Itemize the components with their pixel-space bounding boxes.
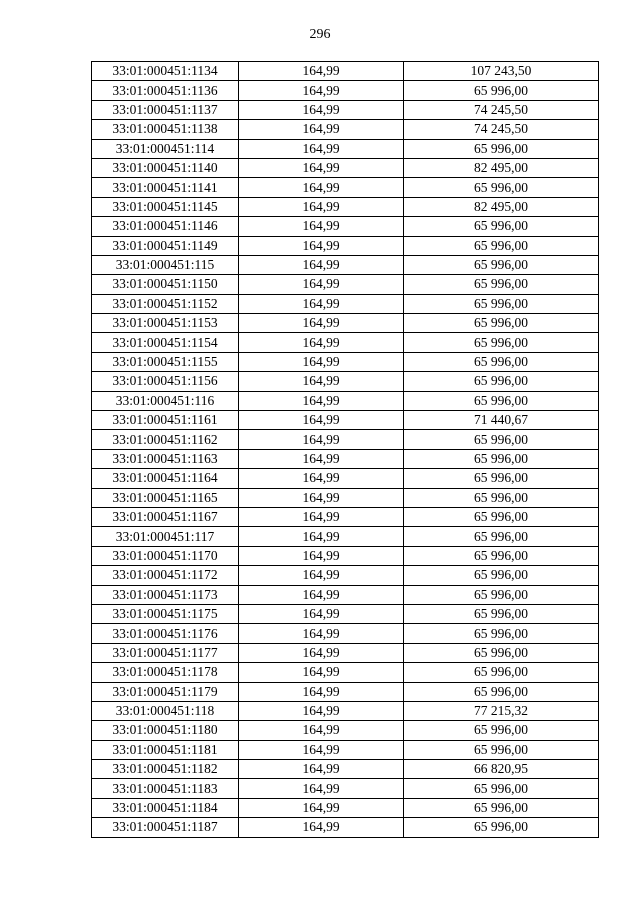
cadastral-number-cell: 33:01:000451:1150 <box>92 275 239 294</box>
table-row <box>92 507 599 526</box>
table-row <box>92 391 599 410</box>
table-row <box>92 197 599 216</box>
table-row <box>92 566 599 585</box>
cadastral-number-cell: 33:01:000451:1145 <box>92 197 239 216</box>
cadastral-number-cell: 33:01:000451:1179 <box>92 682 239 701</box>
table-row <box>92 62 599 81</box>
table-row <box>92 779 599 798</box>
cadastral-number-cell: 33:01:000451:1152 <box>92 294 239 313</box>
area-cell: 164,99 <box>239 818 404 837</box>
area-cell: 164,99 <box>239 275 404 294</box>
cadastral-number-cell: 33:01:000451:1181 <box>92 740 239 759</box>
cadastral-number-cell: 33:01:000451:1154 <box>92 333 239 352</box>
area-cell: 164,99 <box>239 372 404 391</box>
value-cell: 65 996,00 <box>404 604 599 623</box>
cadastral-number-cell: 33:01:000451:1138 <box>92 120 239 139</box>
area-cell: 164,99 <box>239 391 404 410</box>
cadastral-number-cell: 33:01:000451:1134 <box>92 62 239 81</box>
cadastral-number-cell: 33:01:000451:1172 <box>92 566 239 585</box>
value-cell: 65 996,00 <box>404 139 599 158</box>
area-cell: 164,99 <box>239 624 404 643</box>
value-cell: 65 996,00 <box>404 721 599 740</box>
value-cell: 74 245,50 <box>404 120 599 139</box>
value-cell: 65 996,00 <box>404 430 599 449</box>
area-cell: 164,99 <box>239 333 404 352</box>
cadastral-number-cell: 33:01:000451:116 <box>92 391 239 410</box>
area-cell: 164,99 <box>239 120 404 139</box>
area-cell: 164,99 <box>239 721 404 740</box>
value-cell: 65 996,00 <box>404 81 599 100</box>
area-cell: 164,99 <box>239 701 404 720</box>
value-cell: 65 996,00 <box>404 236 599 255</box>
value-cell: 65 996,00 <box>404 372 599 391</box>
area-cell: 164,99 <box>239 197 404 216</box>
value-cell: 65 996,00 <box>404 333 599 352</box>
value-cell: 74 245,50 <box>404 100 599 119</box>
area-cell: 164,99 <box>239 352 404 371</box>
cadastral-number-cell: 33:01:000451:1170 <box>92 546 239 565</box>
value-cell: 65 996,00 <box>404 469 599 488</box>
value-cell: 65 996,00 <box>404 217 599 236</box>
area-cell: 164,99 <box>239 100 404 119</box>
table-row <box>92 624 599 643</box>
area-cell: 164,99 <box>239 430 404 449</box>
area-cell: 164,99 <box>239 158 404 177</box>
value-cell: 65 996,00 <box>404 391 599 410</box>
table-row <box>92 798 599 817</box>
table-row <box>92 701 599 720</box>
cadastral-number-cell: 33:01:000451:1153 <box>92 314 239 333</box>
value-cell: 65 996,00 <box>404 527 599 546</box>
value-cell: 65 996,00 <box>404 566 599 585</box>
table-row <box>92 100 599 119</box>
area-cell: 164,99 <box>239 449 404 468</box>
value-cell: 65 996,00 <box>404 255 599 274</box>
table-row <box>92 760 599 779</box>
cadastral-number-cell: 33:01:000451:1140 <box>92 158 239 177</box>
value-cell: 65 996,00 <box>404 624 599 643</box>
cadastral-number-cell: 33:01:000451:1178 <box>92 663 239 682</box>
area-cell: 164,99 <box>239 411 404 430</box>
table-row <box>92 372 599 391</box>
table-row <box>92 314 599 333</box>
table-body <box>92 62 599 838</box>
area-cell: 164,99 <box>239 798 404 817</box>
value-cell: 65 996,00 <box>404 663 599 682</box>
table-row <box>92 546 599 565</box>
value-cell: 107 243,50 <box>404 62 599 81</box>
cadastral-number-cell: 33:01:000451:115 <box>92 255 239 274</box>
table-row <box>92 236 599 255</box>
area-cell: 164,99 <box>239 779 404 798</box>
value-cell: 66 820,95 <box>404 760 599 779</box>
table-row <box>92 120 599 139</box>
table-row <box>92 527 599 546</box>
value-cell: 71 440,67 <box>404 411 599 430</box>
page-number: 296 <box>309 27 331 42</box>
cadastral-number-cell: 33:01:000451:117 <box>92 527 239 546</box>
table-row <box>92 469 599 488</box>
table-row <box>92 643 599 662</box>
area-cell: 164,99 <box>239 604 404 623</box>
cadastral-number-cell: 33:01:000451:1173 <box>92 585 239 604</box>
value-cell: 82 495,00 <box>404 197 599 216</box>
table-row <box>92 430 599 449</box>
value-cell: 65 996,00 <box>404 275 599 294</box>
table-row <box>92 818 599 837</box>
cadastral-number-cell: 33:01:000451:1163 <box>92 449 239 468</box>
area-cell: 164,99 <box>239 643 404 662</box>
cadastral-number-cell: 33:01:000451:1146 <box>92 217 239 236</box>
cadastral-number-cell: 33:01:000451:1162 <box>92 430 239 449</box>
area-cell: 164,99 <box>239 527 404 546</box>
area-cell: 164,99 <box>239 663 404 682</box>
table-row <box>92 740 599 759</box>
cadastral-number-cell: 33:01:000451:1175 <box>92 604 239 623</box>
area-cell: 164,99 <box>239 507 404 526</box>
value-cell: 82 495,00 <box>404 158 599 177</box>
table-row <box>92 178 599 197</box>
area-cell: 164,99 <box>239 81 404 100</box>
cadastral-number-cell: 33:01:000451:1183 <box>92 779 239 798</box>
value-cell: 65 996,00 <box>404 682 599 701</box>
value-cell: 65 996,00 <box>404 352 599 371</box>
area-cell: 164,99 <box>239 236 404 255</box>
cadastral-number-cell: 33:01:000451:1177 <box>92 643 239 662</box>
value-cell: 65 996,00 <box>404 178 599 197</box>
table-row <box>92 158 599 177</box>
cadastral-number-cell: 33:01:000451:1187 <box>92 818 239 837</box>
value-cell: 65 996,00 <box>404 294 599 313</box>
area-cell: 164,99 <box>239 682 404 701</box>
area-cell: 164,99 <box>239 546 404 565</box>
area-cell: 164,99 <box>239 488 404 507</box>
cadastral-number-cell: 33:01:000451:1182 <box>92 760 239 779</box>
area-cell: 164,99 <box>239 62 404 81</box>
area-cell: 164,99 <box>239 566 404 585</box>
value-cell: 65 996,00 <box>404 449 599 468</box>
table-row <box>92 81 599 100</box>
cadastral-number-cell: 33:01:000451:1165 <box>92 488 239 507</box>
table-row <box>92 449 599 468</box>
cadastral-number-cell: 33:01:000451:118 <box>92 701 239 720</box>
cadastral-number-cell: 33:01:000451:1167 <box>92 507 239 526</box>
area-cell: 164,99 <box>239 294 404 313</box>
value-cell: 77 215,32 <box>404 701 599 720</box>
table-row <box>92 488 599 507</box>
value-cell: 65 996,00 <box>404 488 599 507</box>
value-cell: 65 996,00 <box>404 779 599 798</box>
cadastral-number-cell: 33:01:000451:1137 <box>92 100 239 119</box>
value-cell: 65 996,00 <box>404 798 599 817</box>
cadastral-number-cell: 33:01:000451:114 <box>92 139 239 158</box>
table-row <box>92 682 599 701</box>
table-row <box>92 352 599 371</box>
cadastral-number-cell: 33:01:000451:1161 <box>92 411 239 430</box>
area-cell: 164,99 <box>239 178 404 197</box>
cadastral-number-cell: 33:01:000451:1184 <box>92 798 239 817</box>
area-cell: 164,99 <box>239 139 404 158</box>
cadastral-number-cell: 33:01:000451:1141 <box>92 178 239 197</box>
value-cell: 65 996,00 <box>404 507 599 526</box>
table-row <box>92 411 599 430</box>
cadastral-number-cell: 33:01:000451:1136 <box>92 81 239 100</box>
table-row <box>92 585 599 604</box>
value-cell: 65 996,00 <box>404 585 599 604</box>
table-row <box>92 275 599 294</box>
area-cell: 164,99 <box>239 255 404 274</box>
table-row <box>92 663 599 682</box>
cadastral-number-cell: 33:01:000451:1149 <box>92 236 239 255</box>
cadastral-number-cell: 33:01:000451:1164 <box>92 469 239 488</box>
cadastral-number-cell: 33:01:000451:1156 <box>92 372 239 391</box>
table-row <box>92 294 599 313</box>
area-cell: 164,99 <box>239 217 404 236</box>
value-cell: 65 996,00 <box>404 818 599 837</box>
table-row <box>92 333 599 352</box>
area-cell: 164,99 <box>239 760 404 779</box>
value-cell: 65 996,00 <box>404 546 599 565</box>
cadastral-table <box>91 61 599 838</box>
table-row <box>92 604 599 623</box>
area-cell: 164,99 <box>239 469 404 488</box>
area-cell: 164,99 <box>239 585 404 604</box>
table-row <box>92 721 599 740</box>
value-cell: 65 996,00 <box>404 740 599 759</box>
cadastral-number-cell: 33:01:000451:1176 <box>92 624 239 643</box>
value-cell: 65 996,00 <box>404 643 599 662</box>
table-row <box>92 139 599 158</box>
table-row <box>92 255 599 274</box>
value-cell: 65 996,00 <box>404 314 599 333</box>
table-row <box>92 217 599 236</box>
cadastral-number-cell: 33:01:000451:1155 <box>92 352 239 371</box>
area-cell: 164,99 <box>239 314 404 333</box>
area-cell: 164,99 <box>239 740 404 759</box>
cadastral-number-cell: 33:01:000451:1180 <box>92 721 239 740</box>
